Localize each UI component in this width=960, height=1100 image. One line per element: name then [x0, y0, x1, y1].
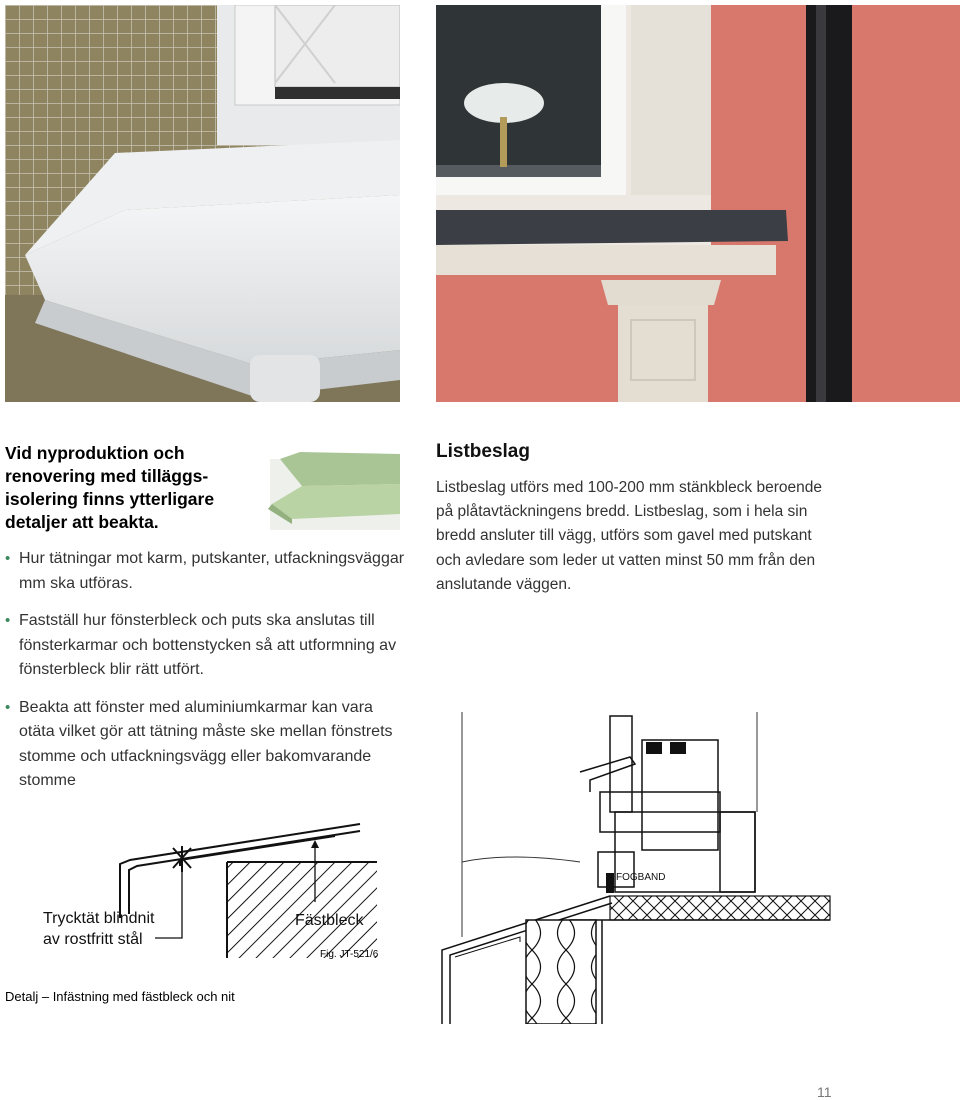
intro-bullet-item — [5, 609, 405, 683]
detail-caption: Detalj – Infästning med fästbleck och nit — [5, 989, 235, 1004]
label-rivet-line2: av rostfritt stål — [43, 931, 143, 948]
bullet-icon: • — [5, 612, 11, 629]
intro-bullet-item — [5, 547, 405, 596]
page-number: 11 — [817, 1084, 832, 1100]
listbeslag-title: Listbeslag — [436, 441, 530, 462]
figure-reference: Fig. JT-521/6 — [320, 949, 379, 960]
intro-bullet-text: Hur tätningar mot karm, putskanter, utfackningsväggar mm ska utföras. — [19, 550, 405, 592]
sill-illustration-image — [262, 444, 400, 530]
intro-bullet-text: Fastställ hur fönsterbleck och puts ska anslutas till fönsterkarmar och bottenstycken så att utformning av fönsterbleck blir rätt utfört. — [19, 612, 397, 678]
intro-bullet-list — [5, 547, 405, 807]
detail-drawing-clip-rivet — [5, 818, 400, 958]
photo-white-window-sill-image — [5, 5, 400, 402]
intro-bullet-item — [5, 696, 405, 794]
intro-title: Vid nyproduktion och renovering med tilläggsisolering finns ytterligare detaljer att beakta. — [5, 443, 215, 532]
intro-bullet-text: Beakta att fönster med aluminiumkarmar kan vara otäta vilket gör att tätning måste ske mellan fönstrets stomme och utfackningsvägg eller bakomvarande stomme — [19, 698, 393, 789]
section-drawing-window-sill-image — [430, 712, 835, 1024]
detail-drawing-clip-rivet-image — [5, 818, 400, 958]
label-fogband: FOGBAND — [616, 872, 666, 883]
bullet-icon: • — [5, 550, 11, 567]
label-rivet-line1: Trycktät blindnit — [43, 910, 155, 927]
photo-white-window-sill — [5, 5, 400, 402]
photo-listbeslag-facade — [436, 5, 960, 402]
label-clip: Fästbleck — [295, 912, 364, 929]
sill-illustration — [262, 444, 400, 530]
listbeslag-body: Listbeslag utförs med 100-200 mm stänkbleck beroende på plåtavtäckningens bredd. Listbeslag, som i hela sin bredd ansluter till vägg, utförs som gavel med putskant och avledare som leder ut vatten minst 50 mm från den anslutande väggen. — [436, 479, 822, 593]
section-drawing-window-sill — [430, 712, 835, 1024]
photo-listbeslag-facade-image — [436, 5, 960, 402]
bullet-icon: • — [5, 698, 11, 716]
